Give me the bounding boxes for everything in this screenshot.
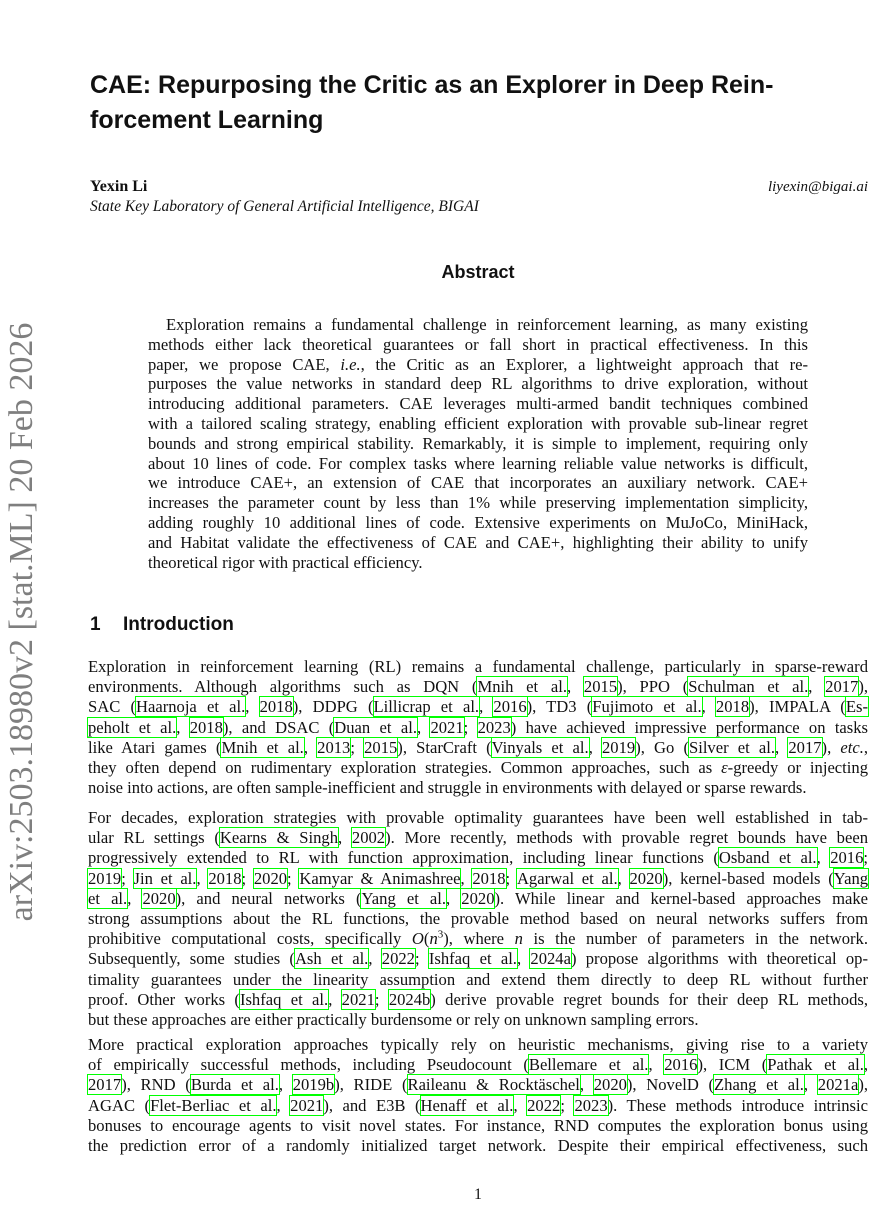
text-line: they often depend on rudimentary exploration strategies. Common approaches, such as ε-greedy or injecting bbox=[88, 757, 868, 777]
text-line: we introduce CAE+, an extension of CAE that incorporates an auxiliary network. CAE+ bbox=[148, 473, 808, 493]
citation-link[interactable]: peholt et al. bbox=[88, 717, 177, 737]
text-line: about 10 lines of code. For complex tasks where learning reliable value networks is difficult, bbox=[148, 453, 808, 473]
citation-link[interactable]: Mnih et al. bbox=[221, 737, 304, 757]
citation-link[interactable]: Kearns & Singh bbox=[219, 828, 338, 848]
text-line: proof. Other works (Ishfaq et al., 2021; 2024b) derive provable regret bounds for their deep RL methods, bbox=[88, 989, 868, 1009]
text-line: Exploration in reinforcement learning (RL) remains a fundamental challenge, particularly in sparse-reward bbox=[88, 657, 868, 676]
citation-link[interactable]: Yang bbox=[833, 868, 869, 888]
text-line: adding roughly 10 additional lines of code. Extensive experiments on MuJoCo, MiniHack, bbox=[148, 512, 808, 532]
citation-link[interactable]: Osband et al. bbox=[718, 848, 817, 868]
text-line: Subsequently, some studies (Ash et al., 2022; Ishfaq et al., 2024a) propose algorithms with theoretical op- bbox=[88, 949, 868, 969]
text-line: environments. Although algorithms such as DQN (Mnih et al., 2015), PPO (Schulman et al., 2017), bbox=[88, 677, 869, 697]
text-line: 2019; Jin et al., 2018; 2020; Kamyar & Animashree, 2018; Agarwal et al., 2020), kernel-based models (Yang bbox=[88, 868, 869, 888]
citation-link[interactable]: 2023 bbox=[477, 717, 511, 737]
title-line-1: CAE: Repurposing the Critic as an Explorer in Deep Rein- bbox=[90, 71, 774, 99]
citation-link[interactable]: 2018 bbox=[715, 697, 750, 717]
citation-link[interactable]: Vinyals et al. bbox=[491, 737, 589, 757]
citation-link[interactable]: Yang et al. bbox=[361, 888, 447, 908]
italic-text: n bbox=[429, 929, 438, 949]
citation-link[interactable]: 2024a bbox=[530, 949, 571, 969]
section-title: Introduction bbox=[123, 614, 234, 635]
italic-text: etc. bbox=[840, 737, 864, 757]
citation-link[interactable]: et al. bbox=[88, 888, 128, 908]
intro-paragraph-1 bbox=[88, 657, 868, 798]
citation-link[interactable]: Flet-Berliac et al. bbox=[150, 1095, 277, 1115]
citation-link[interactable]: 2019b bbox=[292, 1075, 335, 1095]
citation-link[interactable]: 2023 bbox=[574, 1095, 608, 1115]
citation-link[interactable]: 2020 bbox=[253, 868, 288, 888]
text-line: Exploration remains a fundamental challenge in reinforcement learning, as many existing bbox=[166, 315, 808, 334]
text-line: progressively extended to RL with function approximation, including linear functions (Osband et al., 2016; bbox=[88, 848, 868, 868]
citation-link[interactable]: 2021 bbox=[290, 1095, 324, 1115]
citation-link[interactable]: Mnih et al. bbox=[477, 677, 568, 697]
citation-link[interactable]: 2017 bbox=[825, 677, 859, 697]
citation-link[interactable]: Es- bbox=[845, 697, 868, 717]
page-number: 1 bbox=[474, 1186, 482, 1203]
text-line: purposes the value networks in standard deep RL algorithms to drive exploration, without bbox=[148, 374, 808, 394]
intro-paragraph-2 bbox=[88, 808, 868, 1030]
citation-link[interactable]: 2015 bbox=[364, 737, 398, 757]
text-line: introducing additional parameters. CAE leverages multi-armed bandit techniques combined bbox=[148, 394, 808, 414]
intro-paragraph-3 bbox=[88, 1035, 868, 1156]
text-line: noise into actions, are often sample-inefficient and struggle in environments with delayed or sparse rewards. bbox=[88, 778, 807, 798]
citation-link[interactable]: 2018 bbox=[208, 868, 242, 888]
citation-link[interactable]: 2019 bbox=[88, 868, 122, 888]
text-line: AGAC (Flet-Berliac et al., 2021), and E3B (Henaff et al., 2022; 2023). These methods introduce intrinsic bbox=[88, 1095, 868, 1115]
citation-link[interactable]: Kamyar & Animashree bbox=[299, 868, 461, 888]
citation-link[interactable]: 2018 bbox=[189, 717, 223, 737]
italic-text: i.e. bbox=[340, 354, 361, 374]
citation-link[interactable]: 2020 bbox=[629, 868, 663, 888]
text-line: timality guarantees under the linearity assumption and extend them directly to deep RL without further bbox=[88, 969, 868, 989]
author-name: Yexin Li bbox=[90, 178, 148, 195]
text-line: prohibitive computational costs, specifically $O(n^3)$, where n is the number of parameters in the network. bbox=[88, 928, 868, 949]
text-line: For decades, exploration strategies with provable optimality guarantees have been well established in tab- bbox=[88, 808, 868, 827]
citation-link[interactable]: 2016 bbox=[830, 848, 864, 868]
citation-link[interactable]: Zhang et al. bbox=[714, 1075, 804, 1095]
text-line: More practical exploration approaches typically rely on heuristic mechanisms, giving rise to a variety bbox=[88, 1035, 868, 1054]
citation-link[interactable]: 2017 bbox=[88, 1075, 122, 1095]
citation-link[interactable]: 2022 bbox=[527, 1095, 561, 1115]
citation-link[interactable]: 2021 bbox=[341, 989, 375, 1009]
citation-link[interactable]: 2019 bbox=[602, 737, 636, 757]
citation-link[interactable]: Haarnoja et al. bbox=[135, 697, 246, 717]
citation-link[interactable]: 2020 bbox=[142, 888, 176, 908]
italic-text: O bbox=[411, 929, 424, 949]
text-line: and Habitat validate the effectiveness of CAE and CAE+, highlighting their ability to unify bbox=[148, 532, 808, 552]
citation-link[interactable]: Pathak et al. bbox=[767, 1055, 864, 1075]
citation-link[interactable]: 2018 bbox=[472, 868, 506, 888]
citation-link[interactable]: Duan et al. bbox=[334, 717, 417, 737]
section-heading bbox=[90, 614, 234, 636]
citation-link[interactable]: Silver et al. bbox=[688, 737, 776, 757]
text-line: bounds and strong empirical stability. Remarkably, it is simple to implement, requiring only bbox=[148, 433, 808, 453]
text-line: peholt et al., 2018), and DSAC (Duan et al., 2021; 2023) have achieved impressive performance on tasks bbox=[88, 717, 869, 737]
citation-link[interactable]: 2024b bbox=[388, 989, 431, 1009]
citation-link[interactable]: 2016 bbox=[664, 1055, 698, 1075]
citation-link[interactable]: 2020 bbox=[461, 888, 495, 908]
text-line: with a tailored scaling strategy, enabling efficient exploration with provable sub-linear regret bbox=[148, 413, 808, 433]
citation-link[interactable]: 2015 bbox=[583, 677, 618, 697]
citation-link[interactable]: 2021a bbox=[817, 1075, 859, 1095]
citation-link[interactable]: Raileanu & Rocktäschel bbox=[407, 1075, 580, 1095]
citation-link[interactable]: 2002 bbox=[351, 828, 386, 848]
section-number: 1 bbox=[90, 614, 101, 635]
text-line: 2017), RND (Burda et al., 2019b), RIDE (Raileanu & Rocktäschel, 2020), NovelD (Zhang et al., 2021a), bbox=[88, 1075, 869, 1095]
citation-link[interactable]: Schulman et al. bbox=[688, 677, 809, 697]
title-line-2: forcement Learning bbox=[90, 106, 324, 134]
superscript: 3 bbox=[437, 928, 444, 941]
text-line: SAC (Haarnoja et al., 2018), DDPG (Lillicrap et al., 2016), TD3 (Fujimoto et al., 2018), IMPALA (Es- bbox=[88, 697, 868, 717]
author-affiliation: State Key Laboratory of General Artificial Intelligence, BIGAI bbox=[90, 198, 479, 215]
italic-text: n bbox=[514, 929, 523, 949]
citation-link[interactable]: Bellemare et al. bbox=[528, 1055, 649, 1075]
author-email[interactable]: liyexin@bigai.ai bbox=[767, 179, 868, 195]
citation-link[interactable]: 2018 bbox=[259, 697, 293, 717]
citation-link[interactable]: Lillicrap et al. bbox=[373, 697, 480, 717]
text-line: et al., 2020), and neural networks (Yang et al., 2020). While linear and kernel-based approaches make bbox=[88, 888, 869, 908]
text-line: ular RL settings (Kearns & Singh, 2002). More recently, methods with provable regret bounds have been bbox=[88, 828, 869, 848]
abstract-heading: Abstract bbox=[441, 262, 515, 282]
citation-link[interactable]: Ishfaq et al. bbox=[428, 949, 517, 969]
citation-link[interactable]: Ash et al. bbox=[294, 949, 369, 969]
citation-link[interactable]: Fujimoto et al. bbox=[592, 697, 702, 717]
text-line: bonuses to encourage agents to visit novel states. For instance, RND computes the exploration bonus using bbox=[88, 1115, 868, 1135]
text-line: strong assumptions about the RL functions, the provable method based on neural networks suffers from bbox=[88, 908, 868, 928]
citation-link[interactable]: 2013 bbox=[317, 737, 351, 757]
text-line: the prediction error of a randomly initialized target network. Despite their empirical effectiveness, such bbox=[88, 1135, 868, 1155]
text-line: like Atari games (Mnih et al., 2013; 2015), StarCraft (Vinyals et al., 2019), Go (Silver et al., 2017), etc., bbox=[88, 737, 869, 757]
citation-link[interactable]: Agarwal et al. bbox=[516, 868, 618, 888]
italic-text: ε bbox=[721, 757, 728, 777]
citation-link[interactable]: Burda et al. bbox=[190, 1075, 279, 1095]
text-line: paper, we propose CAE, i.e., the Critic as an Explorer, a lightweight approach that re- bbox=[148, 354, 808, 374]
citation-link[interactable]: Ishfaq et al. bbox=[239, 989, 329, 1009]
text-line: of empirically successful methods, including Pseudocount (Bellemare et al., 2016), ICM (Pathak et al., bbox=[88, 1055, 868, 1075]
arxiv-watermark: arXiv:2503.18980v2 [stat.ML] 20 Feb 2026 bbox=[3, 322, 40, 922]
citation-link[interactable]: 2021 bbox=[430, 717, 464, 737]
citation-link[interactable]: 2020 bbox=[593, 1075, 627, 1095]
abstract-body bbox=[148, 315, 808, 572]
text-line: theoretical rigor with practical efficiency. bbox=[148, 552, 423, 572]
text-line: but these approaches are either practically burdensome or rely on unknown sampling errors. bbox=[88, 1009, 699, 1029]
text-line: methods either lack theoretical guarantees or fall short in practical effectiveness. In this bbox=[148, 334, 808, 354]
citation-link[interactable]: Jin et al. bbox=[133, 868, 197, 888]
citation-link[interactable]: Henaff et al. bbox=[420, 1095, 514, 1115]
citation-link[interactable]: 2022 bbox=[381, 949, 415, 969]
citation-link[interactable]: 2017 bbox=[788, 737, 822, 757]
text-line: increases the parameter count by less than 1% while preserving implementation simplicity, bbox=[148, 493, 808, 513]
paper-title bbox=[90, 68, 870, 138]
citation-link[interactable]: 2016 bbox=[493, 697, 527, 717]
